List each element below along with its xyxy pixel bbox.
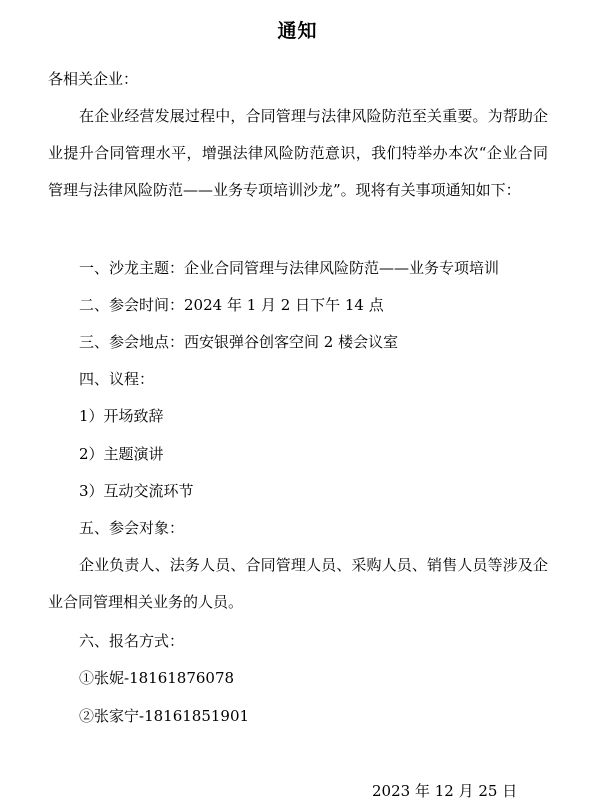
salutation: 各相关企业： [48, 70, 139, 88]
document-title: 通知 [277, 20, 318, 42]
agenda-item: 3）互动交流环节 [79, 482, 194, 500]
intro-paragraph: 在企业经营发展过程中，合同管理与法律风险防范至关重要。为帮助企业提升合同管理水平，增强法律风险防范意识，我们特举办本次“企业合同管理与法律风险防范——业务专项培训沙龙”。现将有关事项通知如下： [48, 107, 548, 199]
agenda-heading: 四、议程： [79, 370, 155, 388]
agenda-item: 2）主题演讲 [79, 445, 164, 463]
registration-heading: 六、报名方式： [79, 632, 185, 650]
item-location: 三、参会地点：西安银弹谷创客空间 2 楼会议室 [79, 333, 399, 351]
document-date: 2023 年 12 月 25 日 [372, 782, 518, 800]
audience-paragraph: 企业负责人、法务人员、合同管理人员、采购人员、销售人员等涉及企业合同管理相关业务的人员。 [48, 556, 548, 611]
item-time: 二、参会时间：2024 年 1 月 2 日下午 14 点 [79, 296, 384, 314]
agenda-item: 1）开场致辞 [79, 407, 164, 425]
contact-item: ②张家宁-18161851901 [79, 707, 250, 725]
item-theme: 一、沙龙主题：企业合同管理与法律风险防范——业务专项培训 [79, 259, 500, 277]
audience-heading: 五、参会对象： [79, 519, 185, 537]
contact-item: ①张妮-18161876078 [79, 669, 235, 687]
